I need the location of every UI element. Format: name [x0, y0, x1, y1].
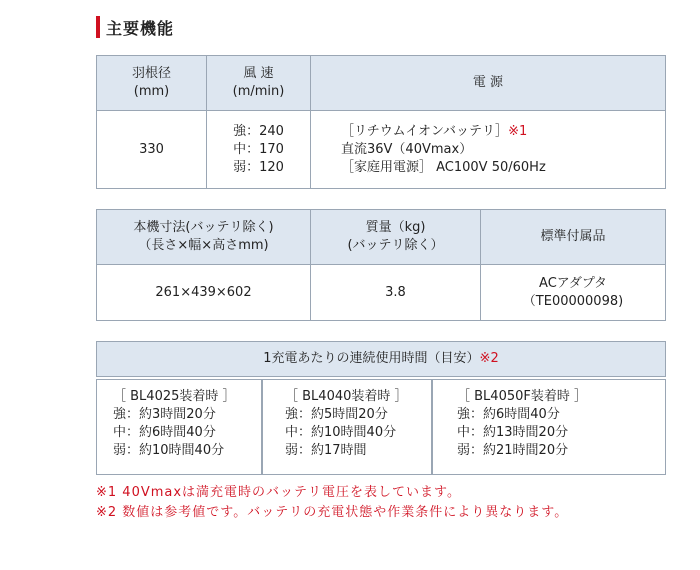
runtime-header	[96, 341, 666, 377]
table-row	[97, 265, 666, 321]
table-header-row	[97, 56, 666, 111]
spec-table-dimensions-mass	[96, 209, 666, 321]
header-power-source: 電 源	[311, 56, 666, 111]
red-accent-bar	[96, 16, 100, 38]
table-header-row	[97, 210, 666, 265]
section-header	[96, 16, 174, 38]
runtime-line: 強：約6時間40分	[457, 407, 560, 422]
runtime-line: 中：約13時間20分	[457, 425, 569, 440]
section-title: 主要機能	[106, 18, 175, 38]
runtime-box-bl4025	[96, 379, 262, 475]
note-mark-2: ※2	[479, 351, 499, 366]
runtime-line: 中：約6時間40分	[113, 425, 216, 440]
runtime-line: 弱：約17時間	[285, 443, 367, 458]
runtime-box-bl4040	[262, 379, 432, 475]
mass-value: 3.8	[311, 265, 481, 321]
header-wind-speed: 風 速 (m/min)	[207, 56, 311, 111]
blade-diameter-value: 330	[97, 111, 207, 189]
power-source-values: ［リチウムイオンバッテリ］※1 直流36V（40Vmax） ［家庭用電源］ AC100V 50/60Hz	[311, 111, 666, 189]
header-blade-diameter: 羽根径 (mm)	[97, 56, 207, 111]
runtime-line: 弱：約21時間20分	[457, 443, 569, 458]
footnote-1: ※1 40Vmaxは満充電時のバッテリ電圧を表しています。	[96, 485, 462, 500]
wind-speed-values: 強：240 中：170 弱：120	[207, 111, 311, 189]
footnote-2: ※2 数値は参考値です。バッテリの充電状態や作業条件により異なります。	[96, 505, 569, 520]
runtime-line: 弱：約10時間40分	[113, 443, 225, 458]
table-row	[97, 111, 666, 189]
header-dimensions: 本機寸法(バッテリ除く) （長さ×幅×高さmm)	[97, 210, 311, 265]
spec-table-blade-wind-power	[96, 55, 666, 189]
footnotes	[96, 483, 568, 523]
accessories-value: ACアダプタ （TE00000098)	[481, 265, 666, 321]
battery-label: ［ BL4040装着時 ］	[285, 389, 408, 404]
dimensions-value: 261×439×602	[97, 265, 311, 321]
battery-label: ［ BL4025装着時 ］	[113, 389, 236, 404]
header-accessories: 標準付属品	[481, 210, 666, 265]
runtime-line: 強：約5時間20分	[285, 407, 388, 422]
runtime-line: 強：約3時間20分	[113, 407, 216, 422]
runtime-line: 中：約10時間40分	[285, 425, 397, 440]
header-mass: 質量（kg) (バッテリ除く）	[311, 210, 481, 265]
runtime-box-bl4050f	[432, 379, 666, 475]
runtime-title: 1充電あたりの連続使用時間（目安）	[263, 351, 480, 366]
note-mark-1: ※1	[508, 123, 528, 139]
battery-label: ［ BL4050F装着時 ］	[457, 389, 587, 404]
